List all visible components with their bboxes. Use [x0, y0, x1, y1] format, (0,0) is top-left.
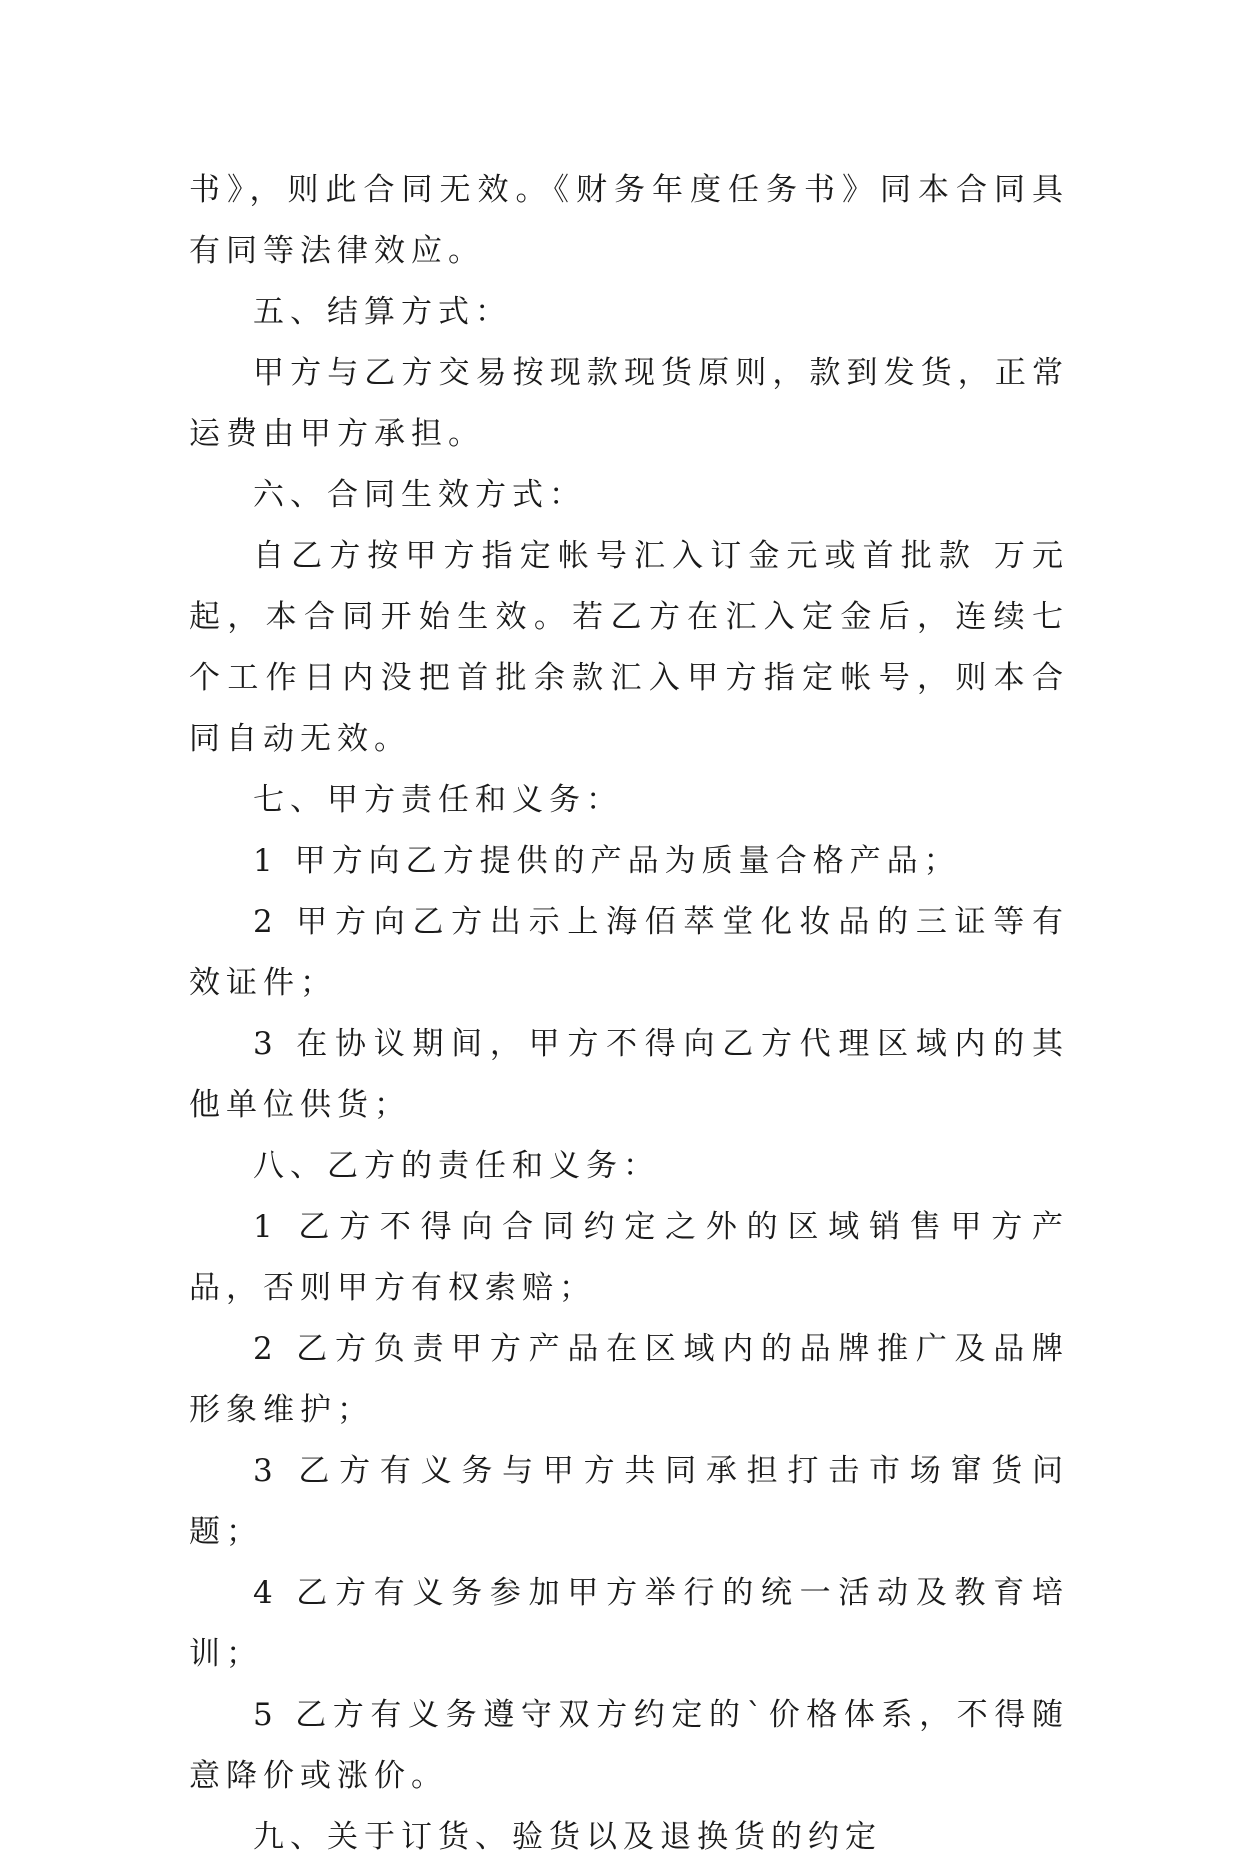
list-item: 3 乙方有义务与甲方共同承担打击市场窜货问题；: [189, 1453, 1069, 1550]
list-item: 2 甲方向乙方出示上海佰萃堂化妆品的三证等有效证件；: [189, 904, 1069, 1001]
list-item: 5 乙方有义务遵守双方约定的`价格体系，不得随意降价或涨价。: [189, 1697, 1069, 1794]
paragraph-3: 自乙方按甲方指定帐号汇入订金元或首批款 万元起，本合同开始生效。若乙方在汇入定金后，连续七个工作日内没把首批余款汇入甲方指定帐号，则本合同自动无效。: [189, 538, 1069, 757]
section-heading-6: 六、合同生效方式：: [253, 477, 586, 513]
section-heading-8: 八、乙方的责任和义务：: [253, 1148, 660, 1184]
section-heading-9: 九、关于订货、验货以及退换货的约定: [253, 1819, 882, 1855]
paragraph-1: 书》，则此合同无效。《财务年度任务书》同本合同具有同等法律效应。: [189, 172, 1069, 269]
list-item: 1 甲方向乙方提供的产品为质量合格产品；: [253, 843, 961, 879]
list-item: 3 在协议期间，甲方不得向乙方代理区域内的其他单位供货；: [189, 1026, 1069, 1123]
list-item: 1 乙方不得向合同约定之外的区域销售甲方产品，否则甲方有权索赔；: [189, 1209, 1069, 1306]
document-body: [189, 160, 1069, 1868]
section-heading-7: 七、甲方责任和义务：: [253, 782, 623, 818]
list-item: 4 乙方有义务参加甲方举行的统一活动及教育培训；: [189, 1575, 1069, 1672]
section-heading-5: 五、结算方式：: [253, 294, 512, 330]
paragraph-2: 甲方与乙方交易按现款现货原则，款到发货，正常运费由甲方承担。: [189, 355, 1069, 452]
list-item: 2 乙方负责甲方产品在区域内的品牌推广及品牌形象维护；: [189, 1331, 1069, 1428]
